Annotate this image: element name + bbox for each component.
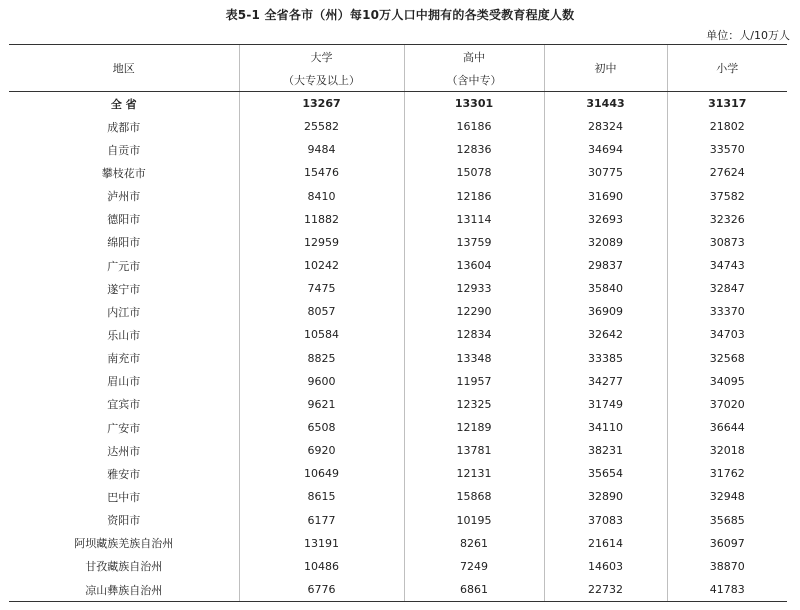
table-row — [9, 185, 787, 208]
cell-university: 10584 — [239, 323, 404, 346]
header-junior-high: 初中 — [544, 45, 667, 92]
cell-junior-high: 36909 — [544, 300, 667, 323]
cell-primary: 37020 — [667, 393, 787, 416]
cell-primary: 32948 — [667, 485, 787, 508]
table-title: 表5-1 全省各市（州）每10万人口中拥有的各类受教育程度人数 — [225, 8, 575, 22]
cell-region: 眉山市 — [107, 375, 141, 389]
cell-primary: 33370 — [667, 300, 787, 323]
cell-region: 内江市 — [107, 305, 141, 319]
cell-region: 绵阳市 — [107, 236, 141, 250]
cell-region: 资阳市 — [107, 514, 141, 528]
unit-label: 单位：人/10万人 — [706, 29, 790, 42]
cell-high-school: 7249 — [404, 555, 544, 578]
cell-primary: 32326 — [667, 208, 787, 231]
cell-high-school: 13114 — [404, 208, 544, 231]
cell-junior-high: 29837 — [544, 254, 667, 277]
cell-junior-high: 34694 — [544, 138, 667, 161]
table-row — [9, 462, 787, 485]
cell-junior-high: 21614 — [544, 532, 667, 555]
cell-region: 广安市 — [107, 421, 141, 435]
cell-primary: 34743 — [667, 254, 787, 277]
table-body — [9, 92, 787, 602]
cell-region: 乐山市 — [107, 328, 141, 342]
cell-region: 凉山彝族自治州 — [9, 578, 239, 602]
cell-high-school: 16186 — [404, 115, 544, 138]
cell-university: 8410 — [239, 185, 404, 208]
cell-high-school: 12933 — [404, 277, 544, 300]
cell-high-school: 8261 — [404, 532, 544, 555]
cell-junior-high: 22732 — [544, 578, 667, 602]
cell-primary: 34703 — [667, 323, 787, 346]
cell-high-school: 13759 — [404, 231, 544, 254]
table-row — [9, 485, 787, 508]
cell-high-school: 13301 — [404, 92, 544, 116]
cell-university: 13191 — [239, 532, 404, 555]
cell-university: 8057 — [239, 300, 404, 323]
cell-university: 6776 — [239, 578, 404, 602]
cell-primary: 37582 — [667, 185, 787, 208]
cell-high-school: 12325 — [404, 393, 544, 416]
cell-junior-high: 38231 — [544, 439, 667, 462]
cell-university: 13267 — [239, 92, 404, 116]
table-row — [9, 532, 787, 555]
cell-region: 自贡市 — [107, 143, 141, 157]
cell-high-school: 12189 — [404, 416, 544, 439]
cell-university: 10242 — [239, 254, 404, 277]
cell-high-school: 12186 — [404, 185, 544, 208]
table-row — [9, 92, 787, 116]
cell-junior-high: 31749 — [544, 393, 667, 416]
table-row — [9, 393, 787, 416]
table-row — [9, 115, 787, 138]
table-row — [9, 300, 787, 323]
cell-junior-high: 32642 — [544, 323, 667, 346]
cell-high-school: 13604 — [404, 254, 544, 277]
cell-junior-high: 35840 — [544, 277, 667, 300]
cell-university: 12959 — [239, 231, 404, 254]
header-primary: 小学 — [667, 45, 787, 92]
cell-high-school: 11957 — [404, 370, 544, 393]
header-university: 大学 — [239, 45, 404, 69]
cell-primary: 36644 — [667, 416, 787, 439]
cell-university: 6177 — [239, 509, 404, 532]
cell-high-school: 15868 — [404, 485, 544, 508]
cell-region: 泸州市 — [107, 190, 141, 204]
cell-primary: 34095 — [667, 370, 787, 393]
cell-junior-high: 28324 — [544, 115, 667, 138]
cell-high-school: 13348 — [404, 347, 544, 370]
cell-primary: 38870 — [667, 555, 787, 578]
cell-high-school: 12131 — [404, 462, 544, 485]
cell-university: 10486 — [239, 555, 404, 578]
cell-region: 遂宁市 — [107, 282, 141, 296]
table-row — [9, 254, 787, 277]
cell-university: 10649 — [239, 462, 404, 485]
cell-primary: 32847 — [667, 277, 787, 300]
cell-region: 宜宾市 — [107, 398, 141, 412]
cell-junior-high: 32089 — [544, 231, 667, 254]
cell-high-school: 6861 — [404, 578, 544, 602]
cell-region: 阿坝藏族羌族自治州 — [74, 537, 174, 551]
cell-junior-high: 33385 — [544, 347, 667, 370]
cell-high-school: 12834 — [404, 323, 544, 346]
cell-region: 南充市 — [107, 352, 141, 366]
cell-primary: 35685 — [667, 509, 787, 532]
table-row — [9, 347, 787, 370]
cell-university: 8615 — [239, 485, 404, 508]
cell-university: 9600 — [239, 370, 404, 393]
cell-primary: 30873 — [667, 231, 787, 254]
cell-primary: 33570 — [667, 138, 787, 161]
education-table — [9, 44, 787, 602]
table-row — [9, 161, 787, 184]
cell-junior-high: 35654 — [544, 462, 667, 485]
cell-university: 15476 — [239, 161, 404, 184]
cell-primary: 31317 — [667, 92, 787, 116]
table-row — [9, 370, 787, 393]
cell-primary: 36097 — [667, 532, 787, 555]
cell-junior-high: 30775 — [544, 161, 667, 184]
cell-primary: 31762 — [667, 462, 787, 485]
cell-primary: 32018 — [667, 439, 787, 462]
cell-primary: 41783 — [667, 578, 787, 602]
cell-junior-high: 31690 — [544, 185, 667, 208]
cell-university: 6508 — [239, 416, 404, 439]
cell-region: 全 省 — [110, 97, 137, 111]
table-row — [9, 555, 787, 578]
cell-primary: 27624 — [667, 161, 787, 184]
cell-university: 9621 — [239, 393, 404, 416]
cell-region: 巴中市 — [107, 490, 141, 504]
cell-primary: 32568 — [667, 347, 787, 370]
cell-junior-high: 34277 — [544, 370, 667, 393]
header-high-school-sub: （含中专） — [404, 68, 544, 92]
cell-university: 25582 — [239, 115, 404, 138]
cell-high-school: 13781 — [404, 439, 544, 462]
table-row — [9, 231, 787, 254]
table-row — [9, 138, 787, 161]
cell-university: 11882 — [239, 208, 404, 231]
cell-region: 德阳市 — [107, 213, 141, 227]
cell-region: 雅安市 — [107, 467, 141, 481]
cell-junior-high: 31443 — [544, 92, 667, 116]
cell-junior-high: 32693 — [544, 208, 667, 231]
header-region: 地区 — [9, 45, 239, 92]
cell-junior-high: 14603 — [544, 555, 667, 578]
header-university-sub: （大专及以上） — [239, 68, 404, 92]
header-high-school: 高中 — [404, 45, 544, 69]
cell-university: 6920 — [239, 439, 404, 462]
cell-high-school: 12836 — [404, 138, 544, 161]
cell-high-school: 10195 — [404, 509, 544, 532]
cell-university: 7475 — [239, 277, 404, 300]
cell-primary: 21802 — [667, 115, 787, 138]
cell-region: 攀枝花市 — [101, 166, 146, 180]
table-row — [9, 277, 787, 300]
table-row — [9, 578, 787, 602]
cell-university: 9484 — [239, 138, 404, 161]
cell-university: 8825 — [239, 347, 404, 370]
table-row — [9, 439, 787, 462]
table-row — [9, 323, 787, 346]
cell-region: 成都市 — [107, 120, 141, 134]
cell-junior-high: 37083 — [544, 509, 667, 532]
cell-high-school: 12290 — [404, 300, 544, 323]
table-row — [9, 416, 787, 439]
table-header — [9, 45, 787, 92]
cell-region: 广元市 — [107, 259, 141, 273]
table-row — [9, 208, 787, 231]
cell-high-school: 15078 — [404, 161, 544, 184]
cell-junior-high: 34110 — [544, 416, 667, 439]
cell-junior-high: 32890 — [544, 485, 667, 508]
table-row — [9, 509, 787, 532]
cell-region: 达州市 — [107, 444, 141, 458]
cell-region: 甘孜藏族自治州 — [85, 560, 163, 574]
